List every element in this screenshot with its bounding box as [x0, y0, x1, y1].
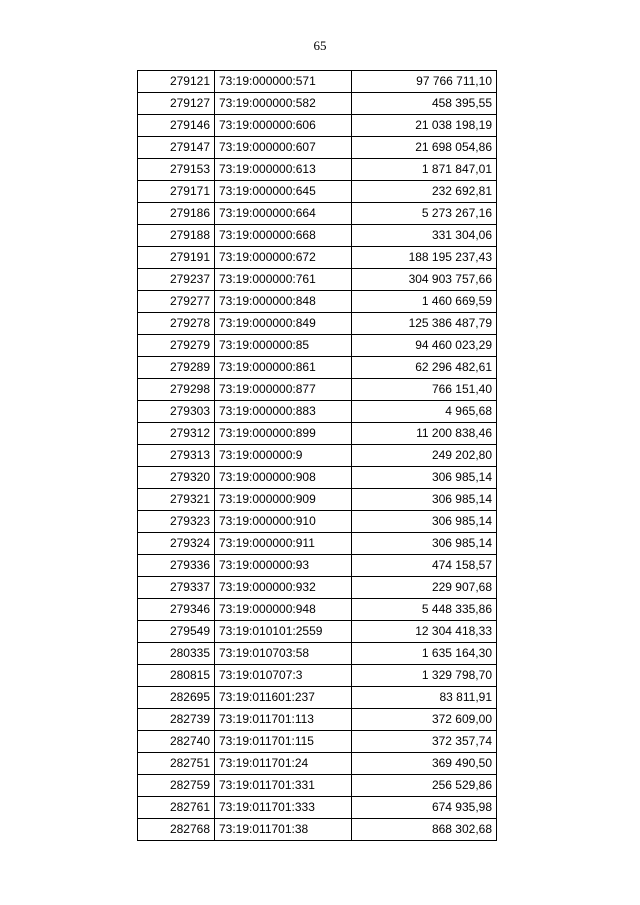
table-row	[138, 731, 497, 753]
object-id-cell: 280815	[138, 665, 215, 687]
object-id-cell: 279337	[138, 577, 215, 599]
cadastral-number-cell: 73:19:010101:2559	[215, 621, 352, 643]
cadastral-number-cell: 73:19:000000:664	[215, 203, 352, 225]
cadastral-value-cell: 306 985,14	[352, 467, 497, 489]
object-id-cell: 279191	[138, 247, 215, 269]
cadastral-value-cell: 21 698 054,86	[352, 137, 497, 159]
object-id-cell: 279320	[138, 467, 215, 489]
cadastral-number-cell: 73:19:010707:3	[215, 665, 352, 687]
table-row	[138, 577, 497, 599]
object-id-cell: 279146	[138, 115, 215, 137]
table-row	[138, 335, 497, 357]
cadastral-value-cell: 21 038 198,19	[352, 115, 497, 137]
table-row	[138, 709, 497, 731]
cadastral-value-cell: 474 158,57	[352, 555, 497, 577]
object-id-cell: 280335	[138, 643, 215, 665]
table-row	[138, 137, 497, 159]
table-row	[138, 533, 497, 555]
cadastral-number-cell: 73:19:000000:668	[215, 225, 352, 247]
cadastral-value-cell: 1 460 669,59	[352, 291, 497, 313]
cadastral-value-cell: 674 935,98	[352, 797, 497, 819]
object-id-cell: 279303	[138, 401, 215, 423]
cadastral-number-cell: 73:19:000000:848	[215, 291, 352, 313]
cadastral-number-cell: 73:19:000000:908	[215, 467, 352, 489]
table-row	[138, 71, 497, 93]
cadastral-value-cell: 1 871 847,01	[352, 159, 497, 181]
object-id-cell: 282768	[138, 819, 215, 841]
table-row	[138, 181, 497, 203]
object-id-cell: 282751	[138, 753, 215, 775]
table-row	[138, 291, 497, 313]
cadastral-value-cell: 5 448 335,86	[352, 599, 497, 621]
table-body	[138, 71, 497, 841]
object-id-cell: 282759	[138, 775, 215, 797]
object-id-cell: 279153	[138, 159, 215, 181]
table-row	[138, 401, 497, 423]
object-id-cell: 279127	[138, 93, 215, 115]
object-id-cell: 279312	[138, 423, 215, 445]
cadastral-value-cell: 5 273 267,16	[352, 203, 497, 225]
table-row	[138, 621, 497, 643]
cadastral-value-cell: 369 490,50	[352, 753, 497, 775]
table-row	[138, 423, 497, 445]
table-row	[138, 357, 497, 379]
cadastral-value-cell: 868 302,68	[352, 819, 497, 841]
cadastral-value-cell: 83 811,91	[352, 687, 497, 709]
object-id-cell: 279278	[138, 313, 215, 335]
cadastral-value-cell: 94 460 023,29	[352, 335, 497, 357]
cadastral-number-cell: 73:19:000000:909	[215, 489, 352, 511]
cadastral-number-cell: 73:19:011601:237	[215, 687, 352, 709]
cadastral-number-cell: 73:19:000000:645	[215, 181, 352, 203]
cadastral-value-cell: 256 529,86	[352, 775, 497, 797]
page-number: 65	[313, 38, 327, 53]
object-id-cell: 279298	[138, 379, 215, 401]
table-row	[138, 489, 497, 511]
table-row	[138, 511, 497, 533]
table-row	[138, 93, 497, 115]
object-id-cell: 279323	[138, 511, 215, 533]
object-id-cell: 279121	[138, 71, 215, 93]
object-id-cell: 279277	[138, 291, 215, 313]
cadastral-number-cell: 73:19:000000:607	[215, 137, 352, 159]
cadastral-number-cell: 73:19:000000:606	[215, 115, 352, 137]
cadastral-value-cell: 11 200 838,46	[352, 423, 497, 445]
table-row	[138, 819, 497, 841]
cadastral-value-cell: 306 985,14	[352, 533, 497, 555]
object-id-cell: 279346	[138, 599, 215, 621]
cadastral-number-cell: 73:19:011701:24	[215, 753, 352, 775]
cadastral-number-cell: 73:19:011701:38	[215, 819, 352, 841]
table-row	[138, 555, 497, 577]
table-row	[138, 445, 497, 467]
cadastral-value-cell: 125 386 487,79	[352, 313, 497, 335]
table-row	[138, 115, 497, 137]
cadastral-number-cell: 73:19:000000:672	[215, 247, 352, 269]
table-row	[138, 643, 497, 665]
object-id-cell: 282695	[138, 687, 215, 709]
object-id-cell: 279549	[138, 621, 215, 643]
table-row	[138, 225, 497, 247]
object-id-cell: 282740	[138, 731, 215, 753]
cadastral-number-cell: 73:19:000000:883	[215, 401, 352, 423]
object-id-cell: 279171	[138, 181, 215, 203]
cadastral-number-cell: 73:19:000000:571	[215, 71, 352, 93]
cadastral-number-cell: 73:19:000000:877	[215, 379, 352, 401]
cadastral-number-cell: 73:19:000000:849	[215, 313, 352, 335]
table-row	[138, 379, 497, 401]
object-id-cell: 279188	[138, 225, 215, 247]
cadastral-value-cell: 249 202,80	[352, 445, 497, 467]
object-id-cell: 279147	[138, 137, 215, 159]
cadastral-value-cell: 306 985,14	[352, 489, 497, 511]
table-row	[138, 775, 497, 797]
table-row	[138, 797, 497, 819]
object-id-cell: 279186	[138, 203, 215, 225]
cadastral-value-cell: 766 151,40	[352, 379, 497, 401]
cadastral-number-cell: 73:19:000000:861	[215, 357, 352, 379]
object-id-cell: 279313	[138, 445, 215, 467]
table-row	[138, 159, 497, 181]
cadastral-value-cell: 372 357,74	[352, 731, 497, 753]
cadastral-value-cell: 372 609,00	[352, 709, 497, 731]
cadastral-value-cell: 4 965,68	[352, 401, 497, 423]
cadastral-number-cell: 73:19:000000:899	[215, 423, 352, 445]
object-id-cell: 279321	[138, 489, 215, 511]
object-id-cell: 282761	[138, 797, 215, 819]
cadastral-number-cell: 73:19:000000:93	[215, 555, 352, 577]
cadastral-value-cell: 458 395,55	[352, 93, 497, 115]
object-id-cell: 279289	[138, 357, 215, 379]
cadastral-number-cell: 73:19:000000:582	[215, 93, 352, 115]
object-id-cell: 279336	[138, 555, 215, 577]
cadastral-value-cell: 304 903 757,66	[352, 269, 497, 291]
cadastral-value-cell: 12 304 418,33	[352, 621, 497, 643]
cadastral-number-cell: 73:19:000000:910	[215, 511, 352, 533]
table-row	[138, 599, 497, 621]
object-id-cell: 282739	[138, 709, 215, 731]
cadastral-value-cell: 331 304,06	[352, 225, 497, 247]
table-row	[138, 753, 497, 775]
table-row	[138, 313, 497, 335]
object-id-cell: 279324	[138, 533, 215, 555]
cadastral-number-cell: 73:19:000000:9	[215, 445, 352, 467]
table-row	[138, 467, 497, 489]
cadastral-number-cell: 73:19:000000:932	[215, 577, 352, 599]
cadastral-number-cell: 73:19:010703:58	[215, 643, 352, 665]
table-row	[138, 665, 497, 687]
table-row	[138, 269, 497, 291]
cadastral-value-cell: 232 692,81	[352, 181, 497, 203]
cadastral-value-cell: 1 329 798,70	[352, 665, 497, 687]
object-id-cell: 279279	[138, 335, 215, 357]
table-row	[138, 687, 497, 709]
cadastral-number-cell: 73:19:011701:115	[215, 731, 352, 753]
table-row	[138, 247, 497, 269]
cadastral-number-cell: 73:19:011701:333	[215, 797, 352, 819]
cadastral-number-cell: 73:19:000000:761	[215, 269, 352, 291]
cadastral-value-cell: 62 296 482,61	[352, 357, 497, 379]
object-id-cell: 279237	[138, 269, 215, 291]
cadastral-number-cell: 73:19:000000:85	[215, 335, 352, 357]
cadastral-value-table	[137, 70, 497, 841]
cadastral-value-cell: 1 635 164,30	[352, 643, 497, 665]
cadastral-number-cell: 73:19:000000:948	[215, 599, 352, 621]
cadastral-number-cell: 73:19:000000:613	[215, 159, 352, 181]
cadastral-value-cell: 229 907,68	[352, 577, 497, 599]
cadastral-number-cell: 73:19:011701:331	[215, 775, 352, 797]
cadastral-value-cell: 306 985,14	[352, 511, 497, 533]
cadastral-value-cell: 97 766 711,10	[352, 71, 497, 93]
table-row	[138, 203, 497, 225]
cadastral-value-cell: 188 195 237,43	[352, 247, 497, 269]
cadastral-number-cell: 73:19:011701:113	[215, 709, 352, 731]
cadastral-number-cell: 73:19:000000:911	[215, 533, 352, 555]
